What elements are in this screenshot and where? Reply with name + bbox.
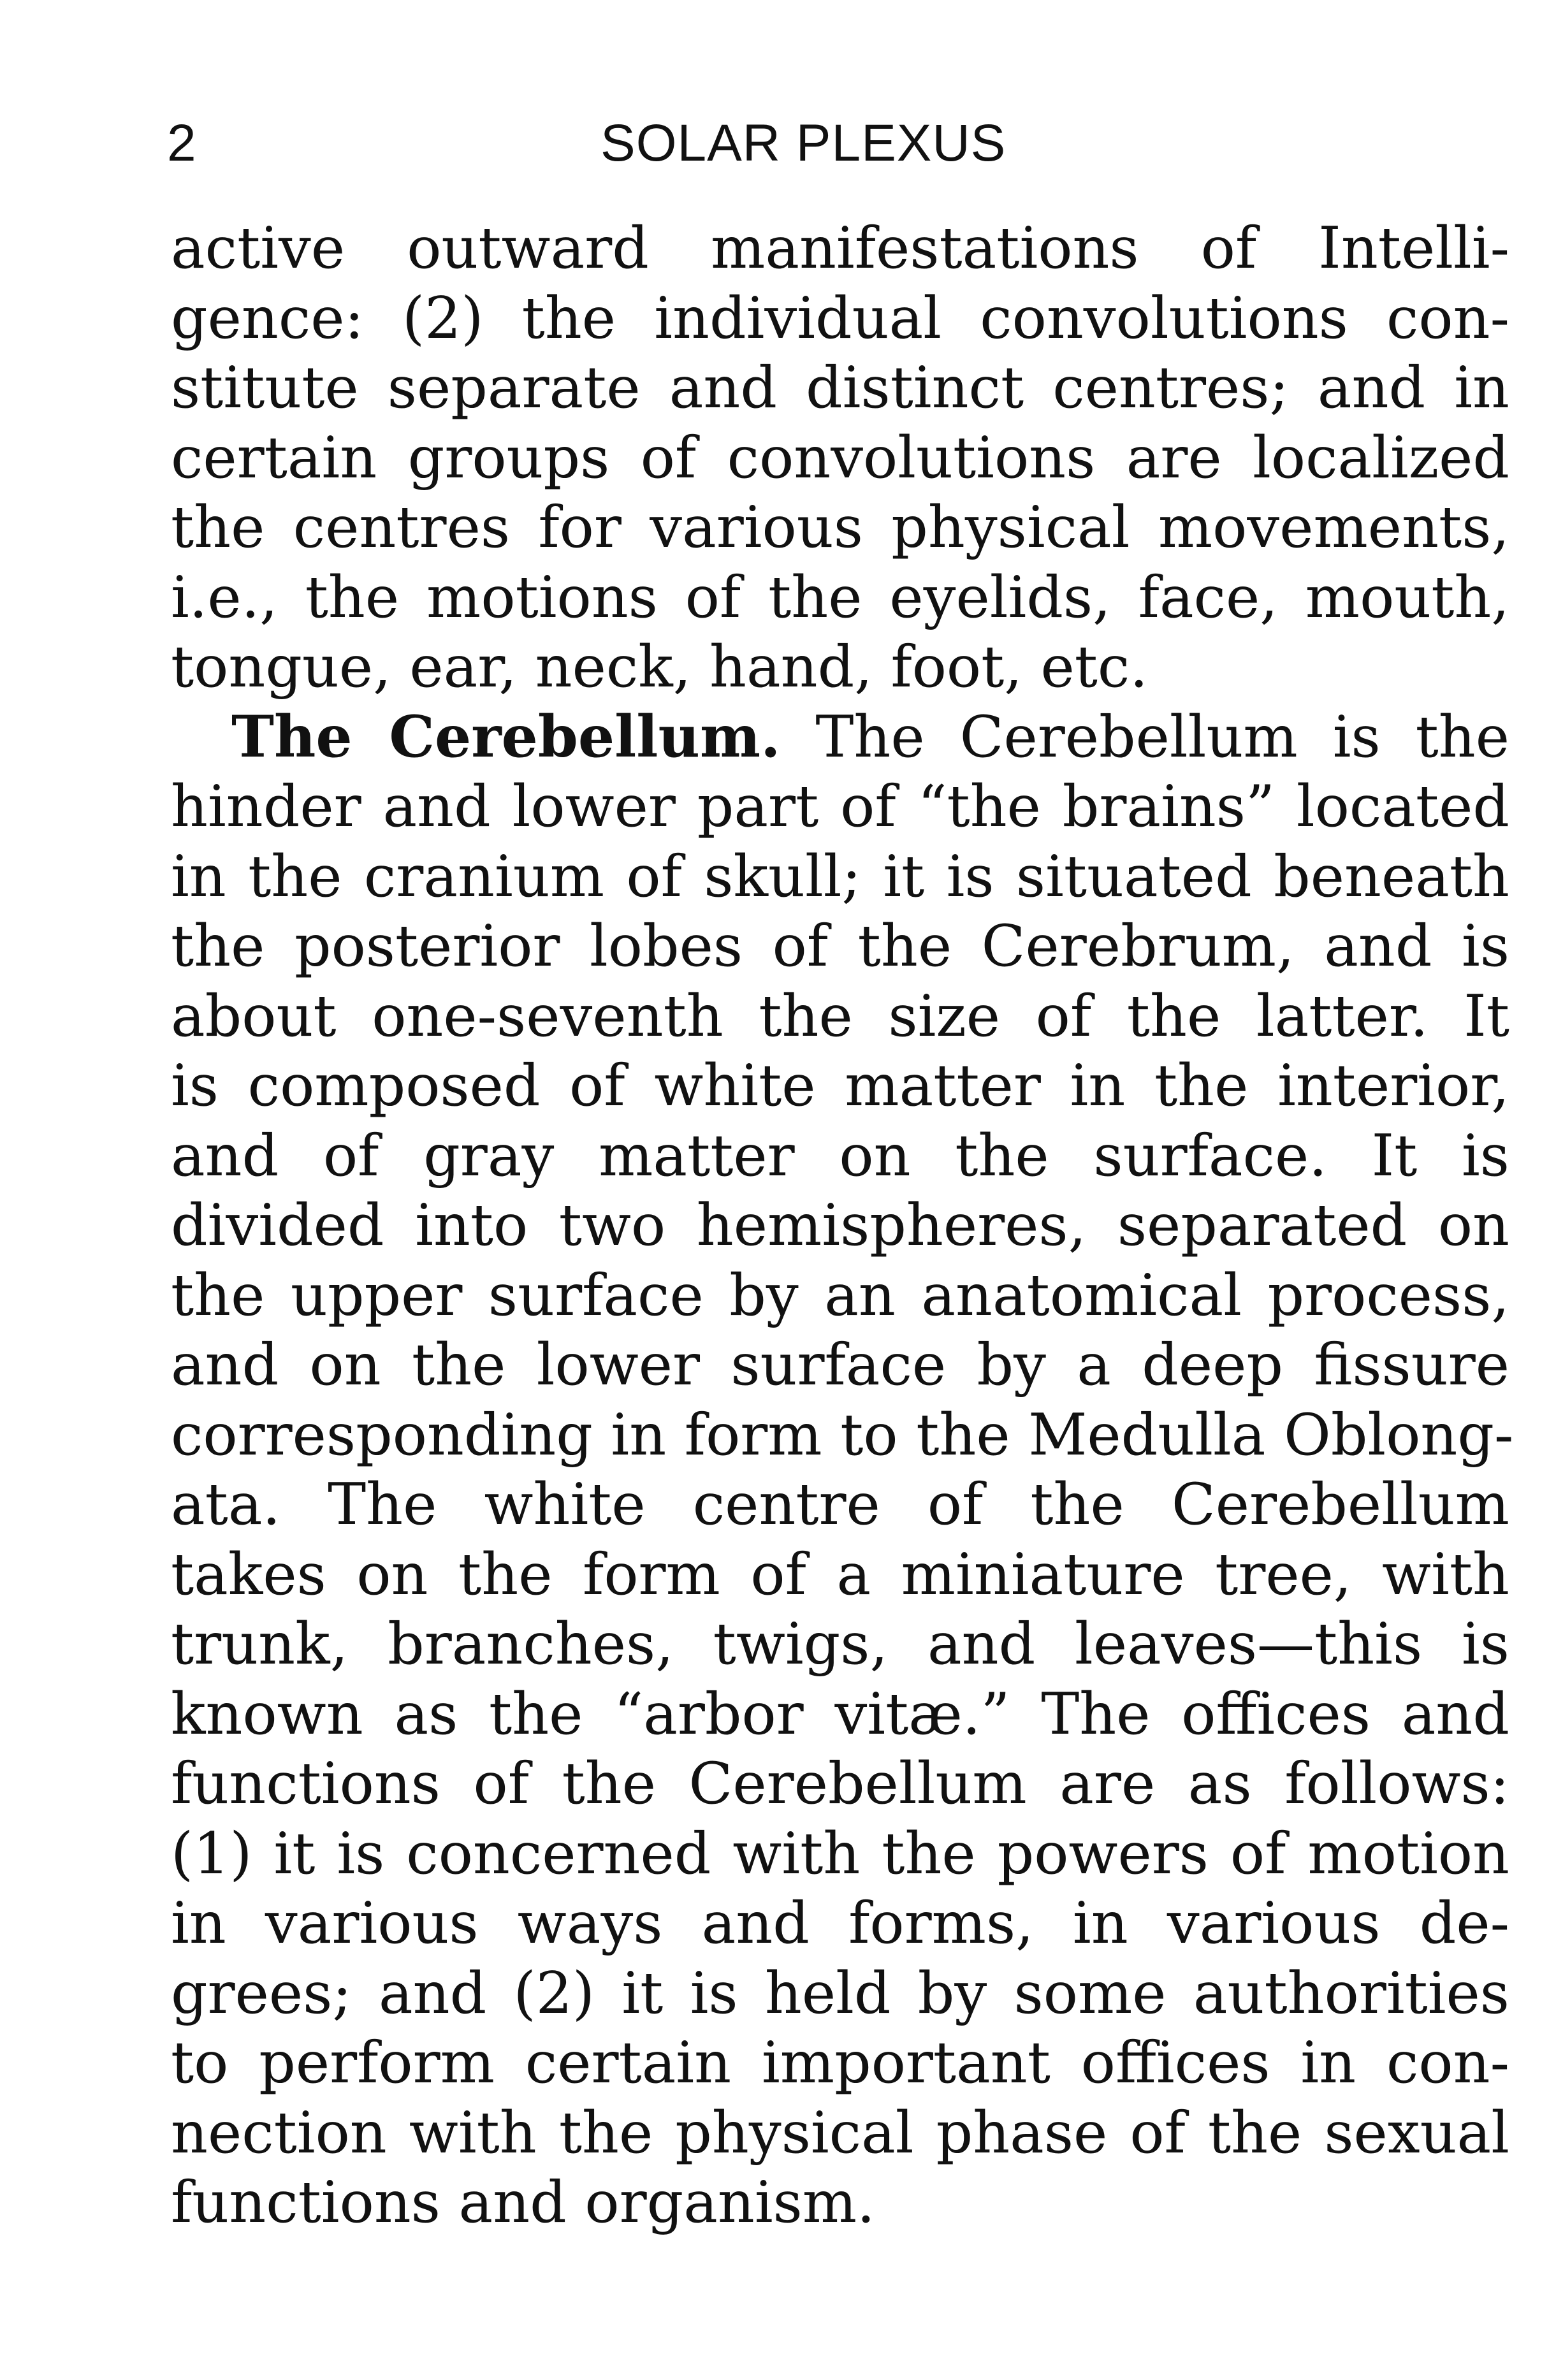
text-line: corresponding in form to the Medulla Oblong-	[171, 1401, 1514, 1469]
text-line: the posterior lobes of the Cerebrum, and is	[171, 913, 1509, 980]
text-line: tongue, ear, neck, hand, foot, etc.	[171, 634, 1148, 700]
running-head	[167, 108, 1512, 178]
section-heading: The Cerebellum.	[231, 702, 781, 771]
text-line: trunk, branches, twigs, and leaves—this is	[171, 1611, 1509, 1678]
text-line: the centres for various physical movements,	[171, 494, 1509, 561]
text-line: functions of the Cerebellum are as follows:	[171, 1750, 1509, 1817]
first-line-text: The Cerebellum is the	[815, 703, 1509, 771]
text-line: and of gray matter on the surface. It is	[171, 1122, 1509, 1189]
running-title: SOLAR PLEXUS	[600, 114, 1007, 172]
text-line: and on the lower surface by a deep fissure	[171, 1331, 1509, 1398]
text-line: active outward manifestations of Intelli-	[171, 215, 1509, 282]
paragraph-first-line	[171, 702, 1509, 773]
text-line: certain groups of convolutions are localized	[171, 424, 1509, 491]
text-line: (1) it is concerned with the powers of motion	[171, 1820, 1509, 1887]
body-text	[171, 214, 1514, 2238]
text-line: the upper surface by an anatomical process,	[171, 1261, 1509, 1329]
text-line: about one-seventh the size of the latter. It	[171, 982, 1509, 1050]
text-line: in the cranium of skull; it is situated beneath	[171, 843, 1509, 910]
text-line: known as the “arbor vitæ.” The offices and	[171, 1680, 1509, 1748]
text-line: ata. The white centre of the Cerebellum	[171, 1471, 1509, 1538]
text-line: takes on the form of a miniature tree, with	[171, 1541, 1509, 1608]
text-line: to perform certain important offices in con-	[171, 2029, 1509, 2096]
text-line: divided into two hemispheres, separated on	[171, 1192, 1509, 1259]
text-line: in various ways and forms, in various de-	[171, 1890, 1509, 1957]
text-line: stitute separate and distinct centres; and in	[171, 354, 1509, 421]
text-line: functions and organism.	[171, 2169, 875, 2236]
page-number: 2	[167, 114, 196, 172]
paragraph-cerebellum	[171, 702, 1514, 2238]
text-line: is composed of white matter in the interior,	[171, 1052, 1509, 1119]
text-line: grees; and (2) it is held by some authorities	[171, 1959, 1509, 2027]
text-line: hinder and lower part of “the brains” located	[171, 773, 1509, 840]
text-line: i.e., the motions of the eyelids, face, mouth,	[171, 563, 1509, 631]
text-line: gence: (2) the individual convolutions con-	[171, 284, 1509, 352]
text-line: nection with the physical phase of the sexual	[171, 2099, 1509, 2166]
paragraph-convolutions	[171, 214, 1509, 702]
